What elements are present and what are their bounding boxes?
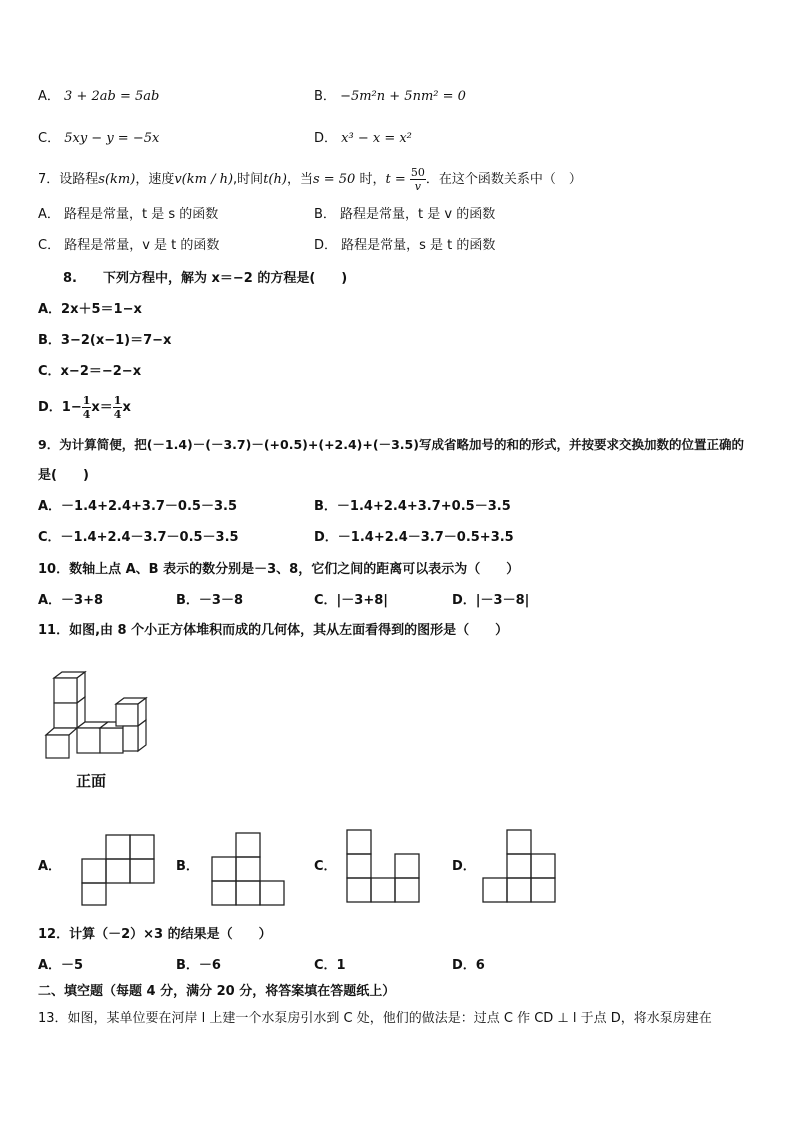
q10-stem: 10．数轴上点 A、B 表示的数分别是－3、8，它们之间的距离可以表示为（ ）: [38, 562, 520, 577]
q7-text-b: ，速度: [135, 172, 175, 187]
q8-option-d-fraction-2: [113, 394, 123, 421]
q8-stem: 8. 下列方程中，解为 x＝−2 的方程是( ): [63, 271, 348, 286]
q9-option-b: B．－1.4+2.4+3.7+0.5－3.5: [314, 499, 511, 514]
q11-option-d-label: D．: [452, 859, 476, 874]
q10-option-c: C．|－3+8|: [314, 593, 389, 608]
q11-figure-caption: 正面: [76, 772, 107, 790]
q12-option-c: C．1: [314, 958, 346, 973]
q7-s-unit: s(km): [98, 172, 136, 187]
q8-option-b: B．3−2(x−1)＝7−x: [38, 333, 172, 348]
q7-text-c: ,时间: [233, 172, 264, 187]
q8-option-d-fraction-1: [82, 394, 92, 421]
q6-option-a-label: A．: [38, 89, 60, 104]
q7-text-e: 时，: [355, 172, 386, 187]
q11-option-a-grid: [82, 835, 156, 907]
q10-option-a: A．－3+8: [38, 593, 104, 608]
q11-option-a-label: A．: [38, 859, 62, 874]
q7-stem: [38, 166, 582, 193]
q7-s-equation: s = 50: [312, 172, 356, 187]
q7-fraction: [410, 166, 426, 193]
q7-option-b: B． 路程是常量，t 是 v 的函数: [314, 207, 496, 222]
q6-option-c: [38, 130, 159, 148]
q10-option-d: D．|－3－8|: [452, 593, 530, 608]
q11-option-b-grid: [212, 833, 288, 907]
q11-option-d-grid: [483, 830, 559, 906]
q8-option-d-mid: x＝: [91, 400, 113, 415]
q7-option-a: A． 路程是常量，t 是 s 的函数: [38, 207, 219, 222]
q11-stem: 11．如图,由 8 个小正方体堆积而成的几何体，其从左面看得到的图形是（ ）: [38, 623, 509, 638]
q8-option-d-fraction-1-den: 4: [82, 408, 91, 421]
q7-v-unit: v(km / h): [174, 172, 234, 187]
q9-stem-line-1: 9．为计算简便，把(－1.4)－(－3.7)－(+0.5)+(+2.4)+(－3.5)写成省略加号的和的形式，并按要求交换加数的位置正确的: [38, 437, 744, 452]
q7-option-d: D． 路程是常量，s 是 t 的函数: [314, 238, 496, 253]
q10-option-b: B．－3－8: [176, 593, 243, 608]
q12-option-b: B．－6: [176, 958, 221, 973]
q6-option-c-label: C．: [38, 131, 61, 146]
q6-option-a: [38, 88, 159, 106]
q7-fraction-numerator: 50: [410, 166, 425, 179]
q11-option-c-label: C．: [314, 859, 337, 874]
q7-text-a: 7．设路程: [38, 172, 99, 187]
q7-t-unit: t(h): [263, 172, 287, 187]
q13-stem: 13．如图，某单位要在河岸 l 上建一个水泵房引水到 C 处，他们的做法是：过点 C 作 CD ⊥ l 于点 D，将水泵房建在: [38, 1011, 712, 1026]
q6-option-b-text: −5m²n + 5nm² = 0: [340, 89, 466, 104]
q8-option-d-fraction-2-den: 4: [113, 408, 122, 421]
q6-option-c-text: 5xy − y = −5x: [64, 131, 160, 146]
q8-option-d: [38, 392, 131, 424]
q7-text-d: ，当: [286, 172, 313, 187]
q9-option-d: D．－1.4+2.4－3.7－0.5+3.5: [314, 530, 514, 545]
q6-option-d: [314, 130, 412, 148]
q8-option-d-fraction-1-num: 1: [82, 394, 91, 407]
q8-option-a: A．2x＋5＝1−x: [38, 302, 142, 317]
q12-stem: 12．计算（－2）×3 的结果是（ ）: [38, 927, 272, 942]
q6-option-b: [314, 88, 466, 106]
q7-t-equation: t =: [385, 172, 406, 187]
q7-fraction-denominator: v: [414, 180, 421, 193]
q11-option-c-grid: [347, 830, 423, 906]
q9-stem-line-2: 是( ): [38, 468, 89, 483]
q12-option-d: D．6: [452, 958, 485, 973]
q12-option-a: A．－5: [38, 958, 84, 973]
q6-option-d-text: x³ − x = x²: [341, 131, 412, 146]
q8-option-d-fraction-2-num: 1: [113, 394, 122, 407]
q6-option-b-label: B．: [314, 89, 336, 104]
q7-text-f: ．在这个函数关系中（ ）: [425, 172, 582, 187]
q8-option-d-prefix: D．1−: [38, 400, 82, 415]
q8-option-c: C．x−2＝−2−x: [38, 364, 142, 379]
q11-cube-stack-figure: [40, 670, 160, 770]
q9-option-a: A．－1.4+2.4+3.7－0.5－3.5: [38, 499, 237, 514]
q7-option-c: C． 路程是常量，v 是 t 的函数: [38, 238, 220, 253]
section-2-heading: 二、填空题（每题 4 分，满分 20 分，将答案填在答题纸上）: [38, 984, 396, 999]
q6-option-a-text: 3 + 2ab = 5ab: [64, 89, 160, 104]
q6-option-d-label: D．: [314, 131, 338, 146]
q8-option-d-suffix: x: [122, 400, 131, 415]
q11-option-b-label: B．: [176, 859, 199, 874]
q9-option-c: C．－1.4+2.4－3.7－0.5－3.5: [38, 530, 239, 545]
